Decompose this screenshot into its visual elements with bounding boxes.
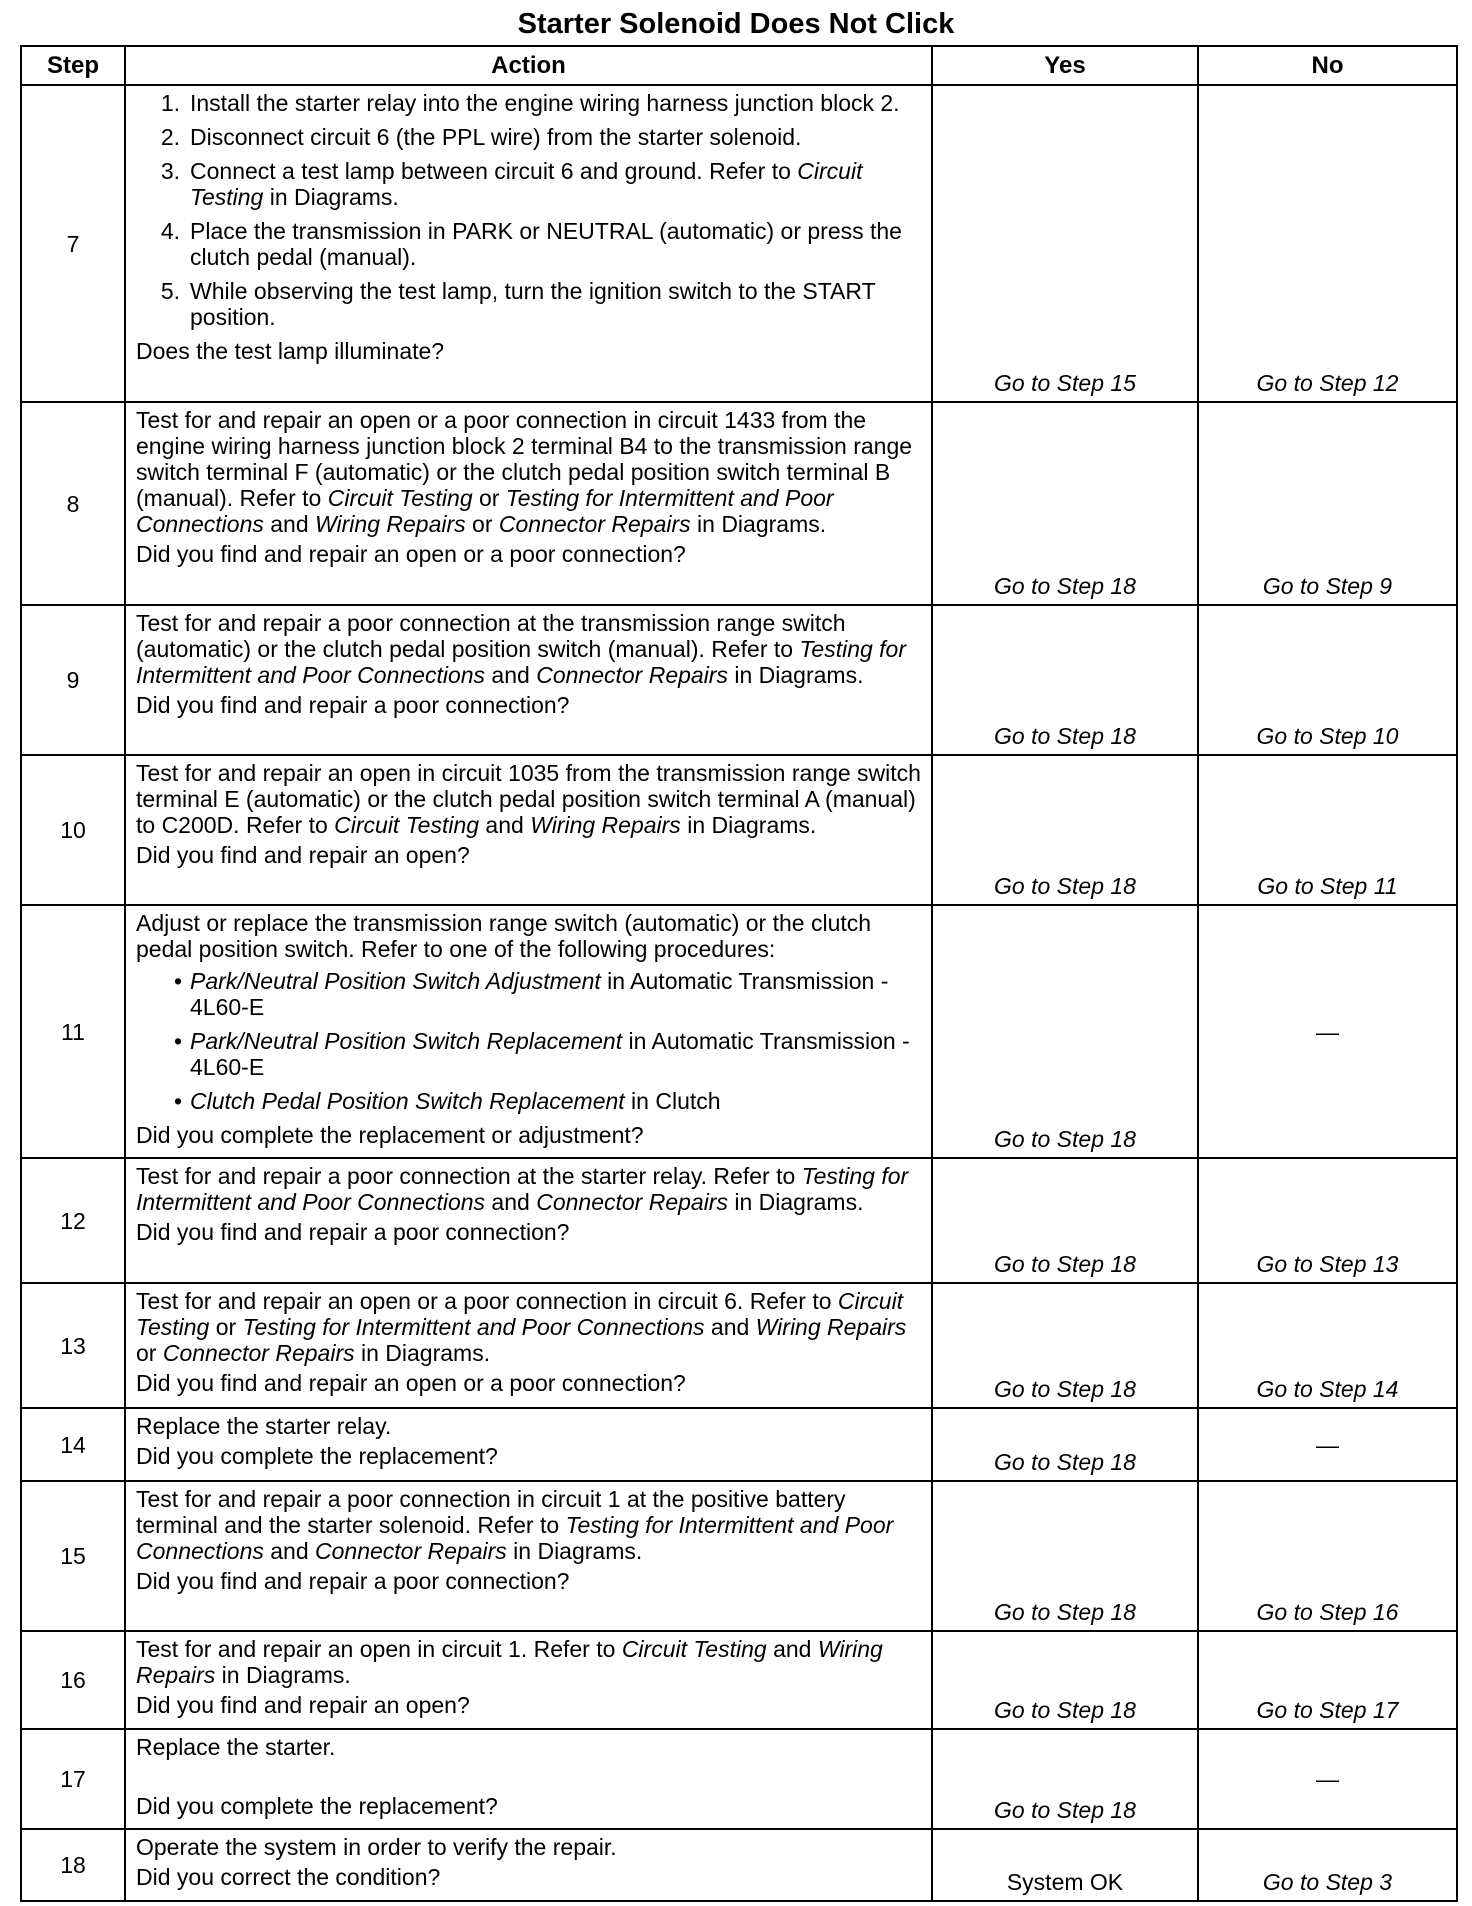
table-row bbox=[21, 1481, 1457, 1631]
reference-link-text: Park/Neutral Position Switch Replacement bbox=[190, 1028, 623, 1054]
procedure-option bbox=[136, 968, 921, 1020]
procedure-step-number: 3. bbox=[160, 158, 180, 184]
procedure-options-list bbox=[136, 968, 921, 1114]
reference-link-text: Connector Repairs bbox=[536, 662, 728, 688]
text-run: or bbox=[465, 511, 499, 537]
action-cell bbox=[125, 1829, 932, 1901]
procedure-step-number: 5. bbox=[160, 278, 180, 304]
yes-result: Go to Step 18 bbox=[932, 605, 1198, 755]
step-number: 11 bbox=[21, 905, 125, 1158]
diagnostic-table bbox=[20, 45, 1458, 1902]
step-number: 8 bbox=[21, 402, 125, 605]
procedure-step-text bbox=[190, 218, 921, 270]
step-number: 18 bbox=[21, 1829, 125, 1901]
reference-link-text: Circuit Testing bbox=[621, 1636, 767, 1662]
text-run: Test for and repair a poor connection at the starter relay. Refer to bbox=[136, 1163, 802, 1189]
action-cell bbox=[125, 85, 932, 402]
yes-result: Go to Step 18 bbox=[932, 1481, 1198, 1631]
table-row bbox=[21, 85, 1457, 402]
no-result: Go to Step 3 bbox=[1198, 1829, 1457, 1901]
step-number: 16 bbox=[21, 1631, 125, 1729]
no-result: Go to Step 13 bbox=[1198, 1158, 1457, 1283]
action-question: Did you find and repair an open or a poor connection? bbox=[136, 1370, 686, 1396]
action-content bbox=[136, 760, 921, 868]
text-run: While observing the test lamp, turn the ignition switch to the START position. bbox=[190, 278, 876, 330]
action-content bbox=[136, 910, 921, 1148]
text-run: in Diagrams. bbox=[680, 812, 817, 838]
action-question: Did you find and repair an open? bbox=[136, 842, 470, 868]
text-run: or bbox=[472, 485, 506, 511]
text-run: or bbox=[136, 1340, 163, 1366]
step-number: 15 bbox=[21, 1481, 125, 1631]
procedure-step bbox=[136, 158, 921, 210]
header-step: Step bbox=[21, 46, 125, 85]
action-question: Did you complete the replacement or adjustment? bbox=[136, 1122, 644, 1148]
table-row bbox=[21, 1631, 1457, 1729]
yes-result: System OK bbox=[932, 1829, 1198, 1901]
text-run: Test for and repair an open in circuit 1035 from the transmission range switch terminal E (automatic) or the clutch pedal position switch terminal A (manual) to C200D. Refer to bbox=[136, 760, 921, 838]
table-row bbox=[21, 905, 1457, 1158]
text-run: in Diagrams. bbox=[506, 1538, 643, 1564]
step-number: 10 bbox=[21, 755, 125, 905]
procedure-option bbox=[136, 1088, 921, 1114]
action-cell bbox=[125, 1729, 932, 1829]
action-content bbox=[136, 1413, 921, 1469]
reference-link-text: Connector Repairs bbox=[162, 1340, 355, 1366]
action-cell bbox=[125, 1631, 932, 1729]
action-question: Did you find and repair a poor connection? bbox=[136, 692, 570, 718]
action-text bbox=[136, 1413, 921, 1439]
action-question: Did you find and repair an open or a poor connection? bbox=[136, 541, 686, 567]
step-number: 13 bbox=[21, 1283, 125, 1408]
action-question: Did you find and repair a poor connection? bbox=[136, 1219, 570, 1245]
no-result: Go to Step 14 bbox=[1198, 1283, 1457, 1408]
procedure-step-number: 2. bbox=[160, 124, 180, 150]
text-run: in Automatic Transmission - 4L60-E bbox=[190, 968, 889, 1020]
yes-result: Go to Step 15 bbox=[932, 85, 1198, 402]
reference-link-text: Connector Repairs bbox=[498, 511, 691, 537]
reference-link-text: Testing for Intermittent and Poor Connections bbox=[136, 1512, 894, 1564]
action-cell bbox=[125, 1481, 932, 1631]
action-text bbox=[136, 1163, 921, 1215]
action-cell bbox=[125, 905, 932, 1158]
text-run: Disconnect circuit 6 (the PPL wire) from the starter solenoid. bbox=[190, 124, 802, 150]
reference-link-text: Wiring Repairs bbox=[315, 511, 466, 537]
text-run: Connect a test lamp between circuit 6 and ground. Refer to bbox=[190, 158, 798, 184]
text-run: Replace the starter relay. bbox=[136, 1413, 392, 1439]
procedure-option-text bbox=[190, 968, 921, 1020]
text-run: and bbox=[485, 662, 537, 688]
reference-link-text: Circuit Testing bbox=[327, 485, 473, 511]
yes-result: Go to Step 18 bbox=[932, 1283, 1198, 1408]
table-row bbox=[21, 1158, 1457, 1283]
reference-link-text: Wiring Repairs bbox=[136, 1636, 883, 1688]
reference-link-text: Connector Repairs bbox=[536, 1189, 728, 1215]
step-number: 7 bbox=[21, 85, 125, 402]
text-run: in Diagrams. bbox=[215, 1662, 351, 1688]
text-run: Adjust or replace the transmission range switch (automatic) or the clutch pedal position switch. Refer to one of the following procedures: bbox=[136, 910, 872, 962]
text-run: and bbox=[263, 511, 316, 537]
no-result: — bbox=[1198, 1408, 1457, 1481]
reference-link-text: Clutch Pedal Position Switch Replacement bbox=[190, 1088, 625, 1114]
action-text bbox=[136, 910, 921, 962]
text-run: or bbox=[209, 1314, 243, 1340]
table-row bbox=[21, 605, 1457, 755]
step-number: 17 bbox=[21, 1729, 125, 1829]
text-run: Place the transmission in PARK or NEUTRAL (automatic) or press the clutch pedal (manual). bbox=[190, 218, 902, 270]
action-cell bbox=[125, 755, 932, 905]
table-body bbox=[21, 85, 1457, 1901]
action-question: Did you correct the condition? bbox=[136, 1864, 441, 1890]
reference-link-text: Park/Neutral Position Switch Adjustment bbox=[190, 968, 601, 994]
table-row bbox=[21, 1729, 1457, 1829]
reference-link-text: Testing for Intermittent and Poor Connections bbox=[136, 1163, 909, 1215]
yes-result: Go to Step 18 bbox=[932, 1158, 1198, 1283]
yes-result: Go to Step 18 bbox=[932, 755, 1198, 905]
header-no: No bbox=[1198, 46, 1457, 85]
action-cell bbox=[125, 402, 932, 605]
action-content bbox=[136, 1636, 921, 1718]
action-content bbox=[136, 1288, 921, 1396]
text-run: in Automatic Transmission - 4L60-E bbox=[190, 1028, 910, 1080]
action-question: Did you find and repair an open? bbox=[136, 1692, 470, 1718]
text-run: and bbox=[485, 1189, 537, 1215]
text-run: in Diagrams. bbox=[263, 184, 399, 210]
reference-link-text: Testing for Intermittent and Poor Connections bbox=[136, 485, 834, 537]
no-result: Go to Step 17 bbox=[1198, 1631, 1457, 1729]
text-run: in Clutch bbox=[624, 1088, 721, 1114]
reference-link-text: Wiring Repairs bbox=[755, 1314, 907, 1340]
yes-result: Go to Step 18 bbox=[932, 1408, 1198, 1481]
action-text bbox=[136, 760, 921, 838]
action-question: Did you complete the replacement? bbox=[136, 1793, 498, 1819]
procedure-list bbox=[136, 90, 921, 330]
action-cell bbox=[125, 1283, 932, 1408]
no-result: Go to Step 10 bbox=[1198, 605, 1457, 755]
yes-result: Go to Step 18 bbox=[932, 905, 1198, 1158]
text-run: Test for and repair an open or a poor connection in circuit 6. Refer to bbox=[136, 1288, 838, 1314]
procedure-step-text bbox=[190, 278, 921, 330]
action-question: Did you find and repair a poor connection? bbox=[136, 1568, 570, 1594]
text-run: Test for and repair an open in circuit 1. Refer to bbox=[136, 1636, 622, 1662]
action-text bbox=[136, 1636, 921, 1688]
action-text bbox=[136, 407, 921, 537]
action-text bbox=[136, 1486, 921, 1564]
no-result: — bbox=[1198, 905, 1457, 1158]
table-row bbox=[21, 755, 1457, 905]
text-run: Test for and repair an open or a poor connection in circuit 1433 from the engine wiring harness junction block 2 terminal B4 to the transmission range switch terminal F (automatic) or the clutch pedal position switch terminal B (manual). Refer to bbox=[136, 407, 913, 511]
reference-link-text: Wiring Repairs bbox=[530, 812, 681, 838]
table-row bbox=[21, 1283, 1457, 1408]
no-result: Go to Step 11 bbox=[1198, 755, 1457, 905]
step-number: 12 bbox=[21, 1158, 125, 1283]
reference-link-text: Testing for Intermittent and Poor Connections bbox=[242, 1314, 705, 1340]
text-run: and bbox=[766, 1636, 818, 1662]
procedure-step-text bbox=[190, 124, 921, 150]
yes-result: Go to Step 18 bbox=[932, 402, 1198, 605]
text-run: Test for and repair a poor connection in circuit 1 at the positive battery terminal and the starter solenoid. Refer to bbox=[136, 1486, 846, 1538]
header-yes: Yes bbox=[932, 46, 1198, 85]
no-result: Go to Step 12 bbox=[1198, 85, 1457, 402]
procedure-step bbox=[136, 218, 921, 270]
procedure-step-text bbox=[190, 90, 921, 116]
procedure-option-text bbox=[190, 1088, 921, 1114]
no-result: Go to Step 16 bbox=[1198, 1481, 1457, 1631]
action-content bbox=[136, 1834, 921, 1890]
procedure-option bbox=[136, 1028, 921, 1080]
text-run: Replace the starter. bbox=[136, 1734, 336, 1760]
text-run: in Diagrams. bbox=[354, 1340, 491, 1366]
action-content bbox=[136, 1486, 921, 1594]
action-content bbox=[136, 407, 921, 567]
procedure-step-text bbox=[190, 158, 921, 210]
reference-link-text: Circuit Testing bbox=[136, 1288, 904, 1340]
table-row bbox=[21, 1829, 1457, 1901]
procedure-step-number: 1. bbox=[160, 90, 180, 116]
text-run: and bbox=[704, 1314, 756, 1340]
action-text bbox=[136, 1734, 921, 1760]
text-run: Operate the system in order to verify the repair. bbox=[136, 1834, 617, 1860]
text-run: Test for and repair a poor connection at the transmission range switch (automatic) or the clutch pedal position switch (manual). Refer to bbox=[136, 610, 846, 662]
action-content bbox=[136, 1163, 921, 1245]
action-content bbox=[136, 90, 921, 364]
procedure-step bbox=[136, 90, 921, 116]
no-result: Go to Step 9 bbox=[1198, 402, 1457, 605]
text-run: in Diagrams. bbox=[690, 511, 827, 537]
action-content bbox=[136, 610, 921, 718]
action-cell bbox=[125, 605, 932, 755]
text-run: and bbox=[263, 1538, 316, 1564]
reference-link-text: Circuit Testing bbox=[190, 158, 863, 210]
yes-result: Go to Step 18 bbox=[932, 1631, 1198, 1729]
procedure-step bbox=[136, 124, 921, 150]
action-cell bbox=[125, 1158, 932, 1283]
action-text bbox=[136, 1288, 921, 1366]
action-content bbox=[136, 1734, 921, 1824]
no-result: — bbox=[1198, 1729, 1457, 1829]
bullet-icon: • bbox=[173, 1088, 182, 1114]
procedure-step bbox=[136, 278, 921, 330]
text-run: and bbox=[479, 812, 531, 838]
action-text bbox=[136, 1834, 921, 1860]
bullet-icon: • bbox=[173, 968, 182, 994]
table-row bbox=[21, 1408, 1457, 1481]
reference-link-text: Circuit Testing bbox=[334, 812, 480, 838]
reference-link-text: Connector Repairs bbox=[315, 1538, 507, 1564]
procedure-step-number: 4. bbox=[160, 218, 180, 244]
action-question: Does the test lamp illuminate? bbox=[136, 338, 445, 364]
text-run: in Diagrams. bbox=[727, 1189, 864, 1215]
reference-link-text: Testing for Intermittent and Poor Connections bbox=[136, 636, 907, 688]
yes-result: Go to Step 18 bbox=[932, 1729, 1198, 1829]
table-header-row bbox=[21, 46, 1457, 85]
action-cell bbox=[125, 1408, 932, 1481]
action-text bbox=[136, 610, 921, 688]
text-run: Install the starter relay into the engine wiring harness junction block 2. bbox=[190, 90, 900, 116]
procedure-option-text bbox=[190, 1028, 921, 1080]
action-question: Did you complete the replacement? bbox=[136, 1443, 498, 1469]
header-action: Action bbox=[125, 46, 932, 85]
document-title: Starter Solenoid Does Not Click bbox=[517, 8, 955, 40]
step-number: 14 bbox=[21, 1408, 125, 1481]
step-number: 9 bbox=[21, 605, 125, 755]
text-run: in Diagrams. bbox=[727, 662, 864, 688]
bullet-icon: • bbox=[173, 1028, 182, 1054]
table-row bbox=[21, 402, 1457, 605]
